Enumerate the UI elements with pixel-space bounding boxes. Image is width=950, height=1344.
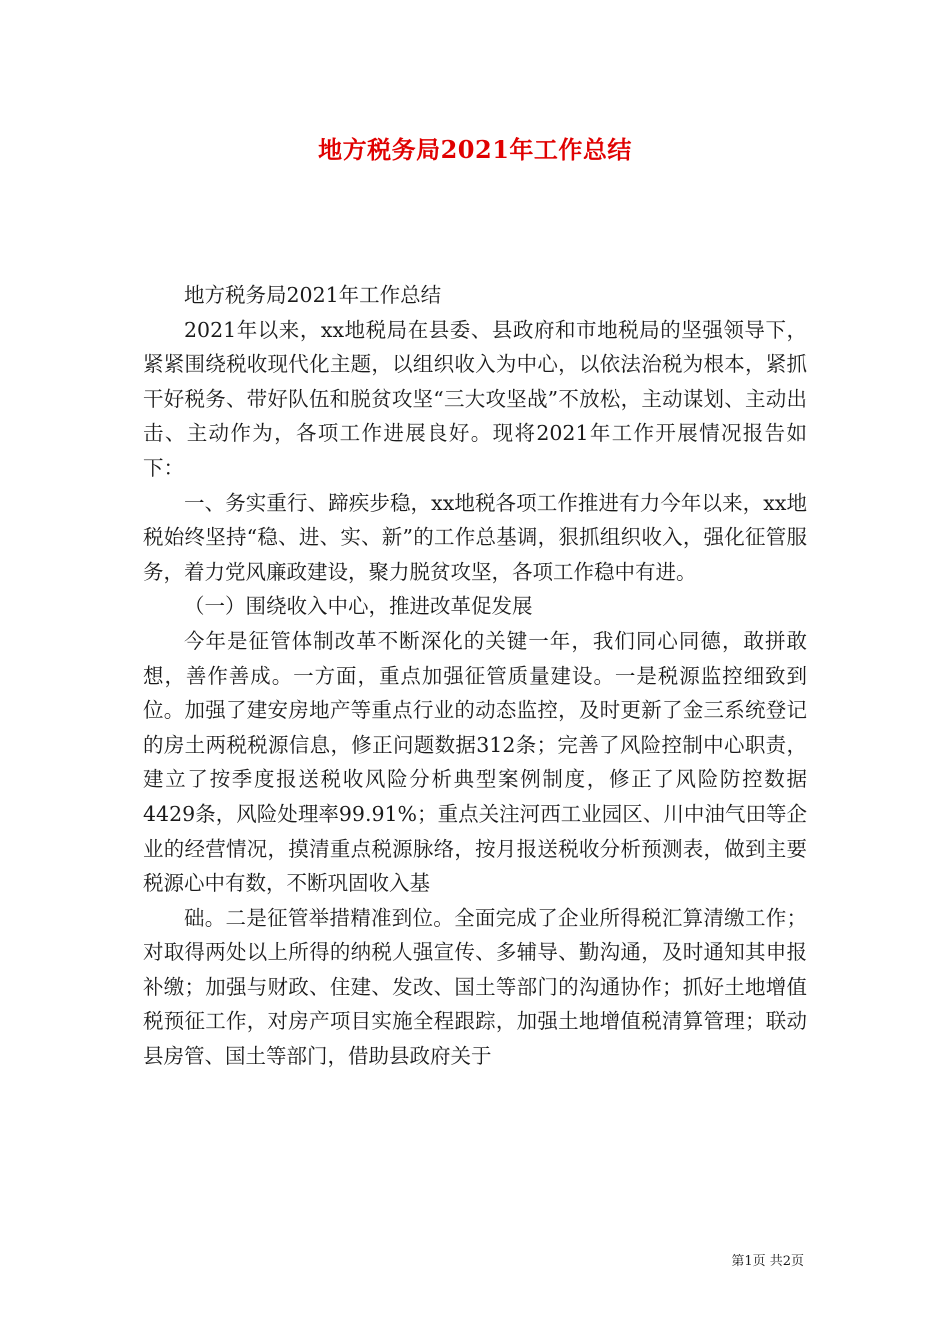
page-number-footer: 第1页 共2页 <box>731 1254 804 1269</box>
body-paragraph-section-one: 一、务实重行、蹄疾步稳，xx地税各项工作推进有力今年以来，xx地税始终坚持“稳、进、实、新”的工作总基调，狠抓组织收入，强化征管服务，着力党风廉政建设，聚力脱贫攻坚，各项工作稳中有进。 <box>143 490 807 584</box>
body-paragraph-collection: 今年是征管体制改革不断深化的关键一年，我们同心同德，敢拼敢想，善作善成。一方面，重点加强征管质量建设。一是税源监控细致到位。加强了建安房地产等重点行业的动态监控，及时更新了金三系统登记的房土两税税源信息，修正问题数据312条；完善了风险控制中心职责，建立了按季度报送税收风险分析典型案例制度，修正了风险防控数据4429条，风险处理率99.91%；重点关注河西工业园区、川中油气田等企业的经营情况，摸清重点税源脉络，按月报送税收分析预测表，做到主要税源心中有数，不断巩固收入基 <box>143 628 807 896</box>
document-body <box>143 278 807 1074</box>
body-paragraph-intro: 2021年以来，xx地税局在县委、县政府和市地税局的坚强领导下，紧紧围绕税收现代化主题，以组织收入为中心，以依法治税为根本，紧抓干好税务、带好队伍和脱贫攻坚“三大攻坚战”不放松，主动谋划、主动出击、主动作为，各项工作进展良好。现将2021年工作开展情况报告如下： <box>143 317 807 480</box>
document-title: 地方税务局2021年工作总结 <box>318 135 632 164</box>
body-paragraph-measures: 础。二是征管举措精准到位。全面完成了企业所得税汇算清缴工作；对取得两处以上所得的纳税人强宣传、多辅导、勤沟通，及时通知其申报补缴；加强与财政、住建、发改、国土等部门的沟通协作；抓好土地增值税预征工作，对房产项目实施全程跟踪，加强土地增值税清算管理；联动县房管、国土等部门，借助县政府关于 <box>143 905 807 1069</box>
body-paragraph-subtitle: 地方税务局2021年工作总结 <box>184 283 442 307</box>
body-paragraph-subsection-heading: （一）围绕收入中心，推进改革促发展 <box>184 594 533 619</box>
